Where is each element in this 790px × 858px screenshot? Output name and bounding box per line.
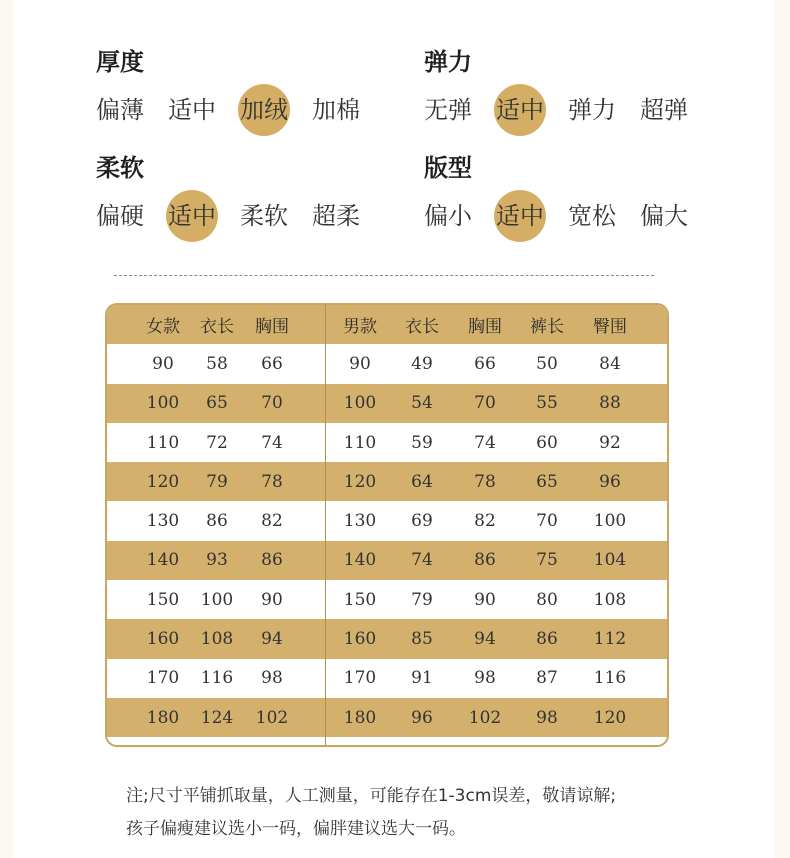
table-cell: 86 bbox=[536, 629, 558, 650]
table-cell: 94 bbox=[261, 629, 283, 650]
table-cell: 150 bbox=[146, 589, 180, 610]
table-cell: 58 bbox=[206, 353, 228, 374]
attr-title: 弹力 bbox=[424, 48, 472, 76]
table-cell: 59 bbox=[411, 432, 433, 453]
table-cell: 91 bbox=[411, 668, 433, 689]
table-cell: 93 bbox=[206, 550, 228, 571]
option-thickness-1: 适中 bbox=[168, 96, 216, 124]
attr-elasticity bbox=[424, 46, 688, 134]
table-row bbox=[107, 659, 667, 698]
table-row bbox=[107, 698, 667, 737]
table-cell: 90 bbox=[474, 589, 496, 610]
table-row bbox=[107, 580, 667, 619]
table-cell: 120 bbox=[343, 471, 377, 492]
table-cell: 74 bbox=[411, 550, 433, 571]
table-cell: 100 bbox=[146, 393, 180, 414]
table-cell: 79 bbox=[206, 471, 228, 492]
note-line-2: 孩子偏瘦建议选小一码，偏胖建议选大一码。 bbox=[126, 819, 466, 839]
attr-thickness bbox=[96, 46, 360, 134]
table-cell: 104 bbox=[593, 550, 627, 571]
table-cell: 79 bbox=[411, 589, 433, 610]
table-header-cell: 裤长 bbox=[530, 317, 564, 338]
table-cell: 90 bbox=[349, 353, 371, 374]
page-panel bbox=[14, 0, 774, 858]
size-note bbox=[126, 780, 746, 846]
option-fit-0: 偏小 bbox=[424, 202, 472, 230]
table-header-cell: 女款 bbox=[146, 317, 180, 338]
table-cell: 124 bbox=[200, 707, 234, 728]
table-row bbox=[107, 502, 667, 541]
note-line-1: 注;尺寸平铺抓取量，人工测量，可能存在1-3cm误差，敬请谅解; bbox=[126, 786, 617, 806]
table-header-row bbox=[107, 305, 667, 344]
table-row bbox=[107, 462, 667, 501]
table-cell: 80 bbox=[536, 589, 558, 610]
table-cell: 78 bbox=[261, 471, 283, 492]
option-fit-3: 偏大 bbox=[640, 202, 688, 230]
table-cell: 70 bbox=[474, 393, 496, 414]
table-cell: 120 bbox=[146, 471, 180, 492]
table-cell: 85 bbox=[411, 629, 433, 650]
table-cell: 130 bbox=[146, 511, 180, 532]
table-cell: 86 bbox=[261, 550, 283, 571]
table-cell: 86 bbox=[474, 550, 496, 571]
table-cell: 160 bbox=[146, 629, 180, 650]
attr-title: 版型 bbox=[424, 154, 472, 182]
option-thickness-3: 加棉 bbox=[312, 96, 360, 124]
option-softness-1-selected: 适中 bbox=[168, 192, 216, 240]
attr-options bbox=[96, 86, 360, 134]
table-cell: 66 bbox=[474, 353, 496, 374]
table-cell: 88 bbox=[599, 393, 621, 414]
table-cell: 74 bbox=[474, 432, 496, 453]
table-cell: 72 bbox=[206, 432, 228, 453]
table-cell: 96 bbox=[599, 471, 621, 492]
table-cell: 86 bbox=[206, 511, 228, 532]
option-elasticity-1-selected: 适中 bbox=[496, 86, 544, 134]
table-cell: 110 bbox=[146, 432, 180, 453]
table-cell: 50 bbox=[536, 353, 558, 374]
table-cell: 98 bbox=[261, 668, 283, 689]
table-header-cell: 胸围 bbox=[468, 317, 502, 338]
attr-options bbox=[424, 192, 688, 240]
table-cell: 130 bbox=[343, 511, 377, 532]
dashed-divider bbox=[114, 275, 654, 276]
attr-title: 厚度 bbox=[96, 48, 144, 76]
option-fit-1-selected: 适中 bbox=[496, 192, 544, 240]
table-cell: 90 bbox=[261, 589, 283, 610]
table-cell: 92 bbox=[599, 432, 621, 453]
table-cell: 84 bbox=[599, 353, 621, 374]
table-cell: 98 bbox=[536, 707, 558, 728]
attr-fit bbox=[424, 152, 688, 240]
table-cell: 116 bbox=[200, 668, 234, 689]
option-thickness-2-selected: 加绒 bbox=[240, 86, 288, 134]
table-cell: 170 bbox=[343, 668, 377, 689]
table-cell: 110 bbox=[343, 432, 377, 453]
attr-options bbox=[424, 86, 688, 134]
option-elasticity-3: 超弹 bbox=[640, 96, 688, 124]
table-header-cell: 臀围 bbox=[593, 317, 627, 338]
option-fit-2: 宽松 bbox=[568, 202, 616, 230]
table-cell: 70 bbox=[261, 393, 283, 414]
table-cell: 180 bbox=[146, 707, 180, 728]
table-row bbox=[107, 384, 667, 423]
table-cell: 65 bbox=[206, 393, 228, 414]
table-header-cell: 胸围 bbox=[255, 317, 289, 338]
table-cell: 100 bbox=[200, 589, 234, 610]
table-row bbox=[107, 619, 667, 658]
table-cell: 160 bbox=[343, 629, 377, 650]
table-cell: 180 bbox=[343, 707, 377, 728]
table-cell: 116 bbox=[593, 668, 627, 689]
table-cell: 108 bbox=[200, 629, 234, 650]
table-cell: 102 bbox=[255, 707, 289, 728]
attr-options bbox=[96, 192, 360, 240]
option-elasticity-0: 无弹 bbox=[424, 96, 472, 124]
table-cell: 64 bbox=[411, 471, 433, 492]
table-cell: 100 bbox=[593, 511, 627, 532]
table-cell: 82 bbox=[474, 511, 496, 532]
option-softness-0: 偏硬 bbox=[96, 202, 144, 230]
table-row bbox=[107, 423, 667, 462]
attr-softness bbox=[96, 152, 360, 240]
table-header-cell: 衣长 bbox=[200, 317, 234, 338]
table-cell: 170 bbox=[146, 668, 180, 689]
table-cell: 75 bbox=[536, 550, 558, 571]
table-cell: 90 bbox=[152, 353, 174, 374]
table-cell: 55 bbox=[536, 393, 558, 414]
table-cell: 70 bbox=[536, 511, 558, 532]
table-cell: 120 bbox=[593, 707, 627, 728]
table-header-cell: 衣长 bbox=[405, 317, 439, 338]
table-cell: 78 bbox=[474, 471, 496, 492]
table-cell: 66 bbox=[261, 353, 283, 374]
table-cell: 49 bbox=[411, 353, 433, 374]
table-header-cell: 男款 bbox=[343, 317, 377, 338]
size-table bbox=[105, 303, 669, 747]
option-softness-2: 柔软 bbox=[240, 202, 288, 230]
table-cell: 94 bbox=[474, 629, 496, 650]
table-cell: 74 bbox=[261, 432, 283, 453]
table-cell: 140 bbox=[146, 550, 180, 571]
table-cell: 82 bbox=[261, 511, 283, 532]
table-cell: 69 bbox=[411, 511, 433, 532]
table-cell: 112 bbox=[593, 629, 627, 650]
option-thickness-0: 偏薄 bbox=[96, 96, 144, 124]
table-cell: 108 bbox=[593, 589, 627, 610]
table-cell: 54 bbox=[411, 393, 433, 414]
option-elasticity-2: 弹力 bbox=[568, 96, 616, 124]
table-cell: 65 bbox=[536, 471, 558, 492]
table-cell: 102 bbox=[468, 707, 502, 728]
table-cell: 150 bbox=[343, 589, 377, 610]
table-cell: 87 bbox=[536, 668, 558, 689]
table-row bbox=[107, 344, 667, 383]
option-softness-3: 超柔 bbox=[312, 202, 360, 230]
attr-title: 柔软 bbox=[96, 154, 144, 182]
table-column-divider bbox=[325, 305, 326, 745]
table-row bbox=[107, 541, 667, 580]
table-cell: 60 bbox=[536, 432, 558, 453]
table-cell: 98 bbox=[474, 668, 496, 689]
table-cell: 100 bbox=[343, 393, 377, 414]
table-cell: 140 bbox=[343, 550, 377, 571]
table-cell: 96 bbox=[411, 707, 433, 728]
